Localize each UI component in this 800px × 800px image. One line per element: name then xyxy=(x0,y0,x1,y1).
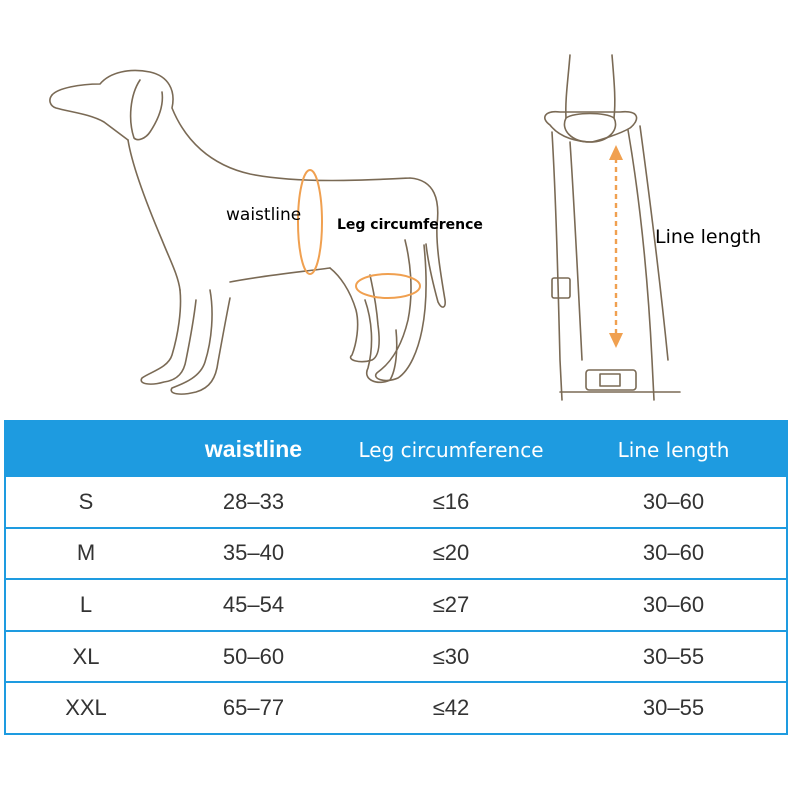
waistline-cell: 65–77 xyxy=(222,695,285,721)
leg-circumference-cell: ≤30 xyxy=(432,643,470,669)
size-cell: XXL xyxy=(65,695,107,721)
line-length-cell: 30–55 xyxy=(642,643,705,669)
size-cell: XL xyxy=(72,643,100,669)
size-cell: S xyxy=(78,488,94,514)
leg-circumference-cell: ≤16 xyxy=(432,488,470,514)
table-header xyxy=(6,422,786,477)
leg-circumference-cell: ≤27 xyxy=(432,591,470,617)
table-row xyxy=(6,477,786,527)
leg-circumference-cell: ≤20 xyxy=(432,540,470,566)
leg-circumference-cell: ≤42 xyxy=(432,695,470,721)
waistline-cell: 35–40 xyxy=(222,540,285,566)
header-line-length: Line length xyxy=(617,437,730,462)
table-body xyxy=(6,477,786,733)
leg-circumference-label: Leg circumference xyxy=(337,217,483,233)
waistline-label: waistline xyxy=(226,205,302,225)
line-length-cell: 30–55 xyxy=(642,695,705,721)
table-row xyxy=(6,578,786,630)
line-length-cell: 30–60 xyxy=(642,591,705,617)
header-waistline: waistline xyxy=(204,436,303,462)
table-row xyxy=(6,527,786,579)
line-length-arrow xyxy=(609,145,623,348)
waistline-cell: 28–33 xyxy=(222,488,285,514)
waistline-cell: 50–60 xyxy=(222,643,285,669)
table-row xyxy=(6,630,786,682)
size-cell: L xyxy=(79,591,93,617)
size-chart-table xyxy=(4,420,788,735)
measurement-loops xyxy=(298,170,420,298)
header-leg-circumference: Leg circumference xyxy=(358,437,544,462)
waistline-loop xyxy=(298,170,322,274)
line-length-cell: 30–60 xyxy=(642,540,705,566)
line-length-cell: 30–60 xyxy=(642,488,705,514)
waistline-cell: 45–54 xyxy=(222,591,285,617)
size-cell: M xyxy=(76,540,96,566)
table-row xyxy=(6,681,786,733)
line-length-label: Line length xyxy=(655,226,762,248)
